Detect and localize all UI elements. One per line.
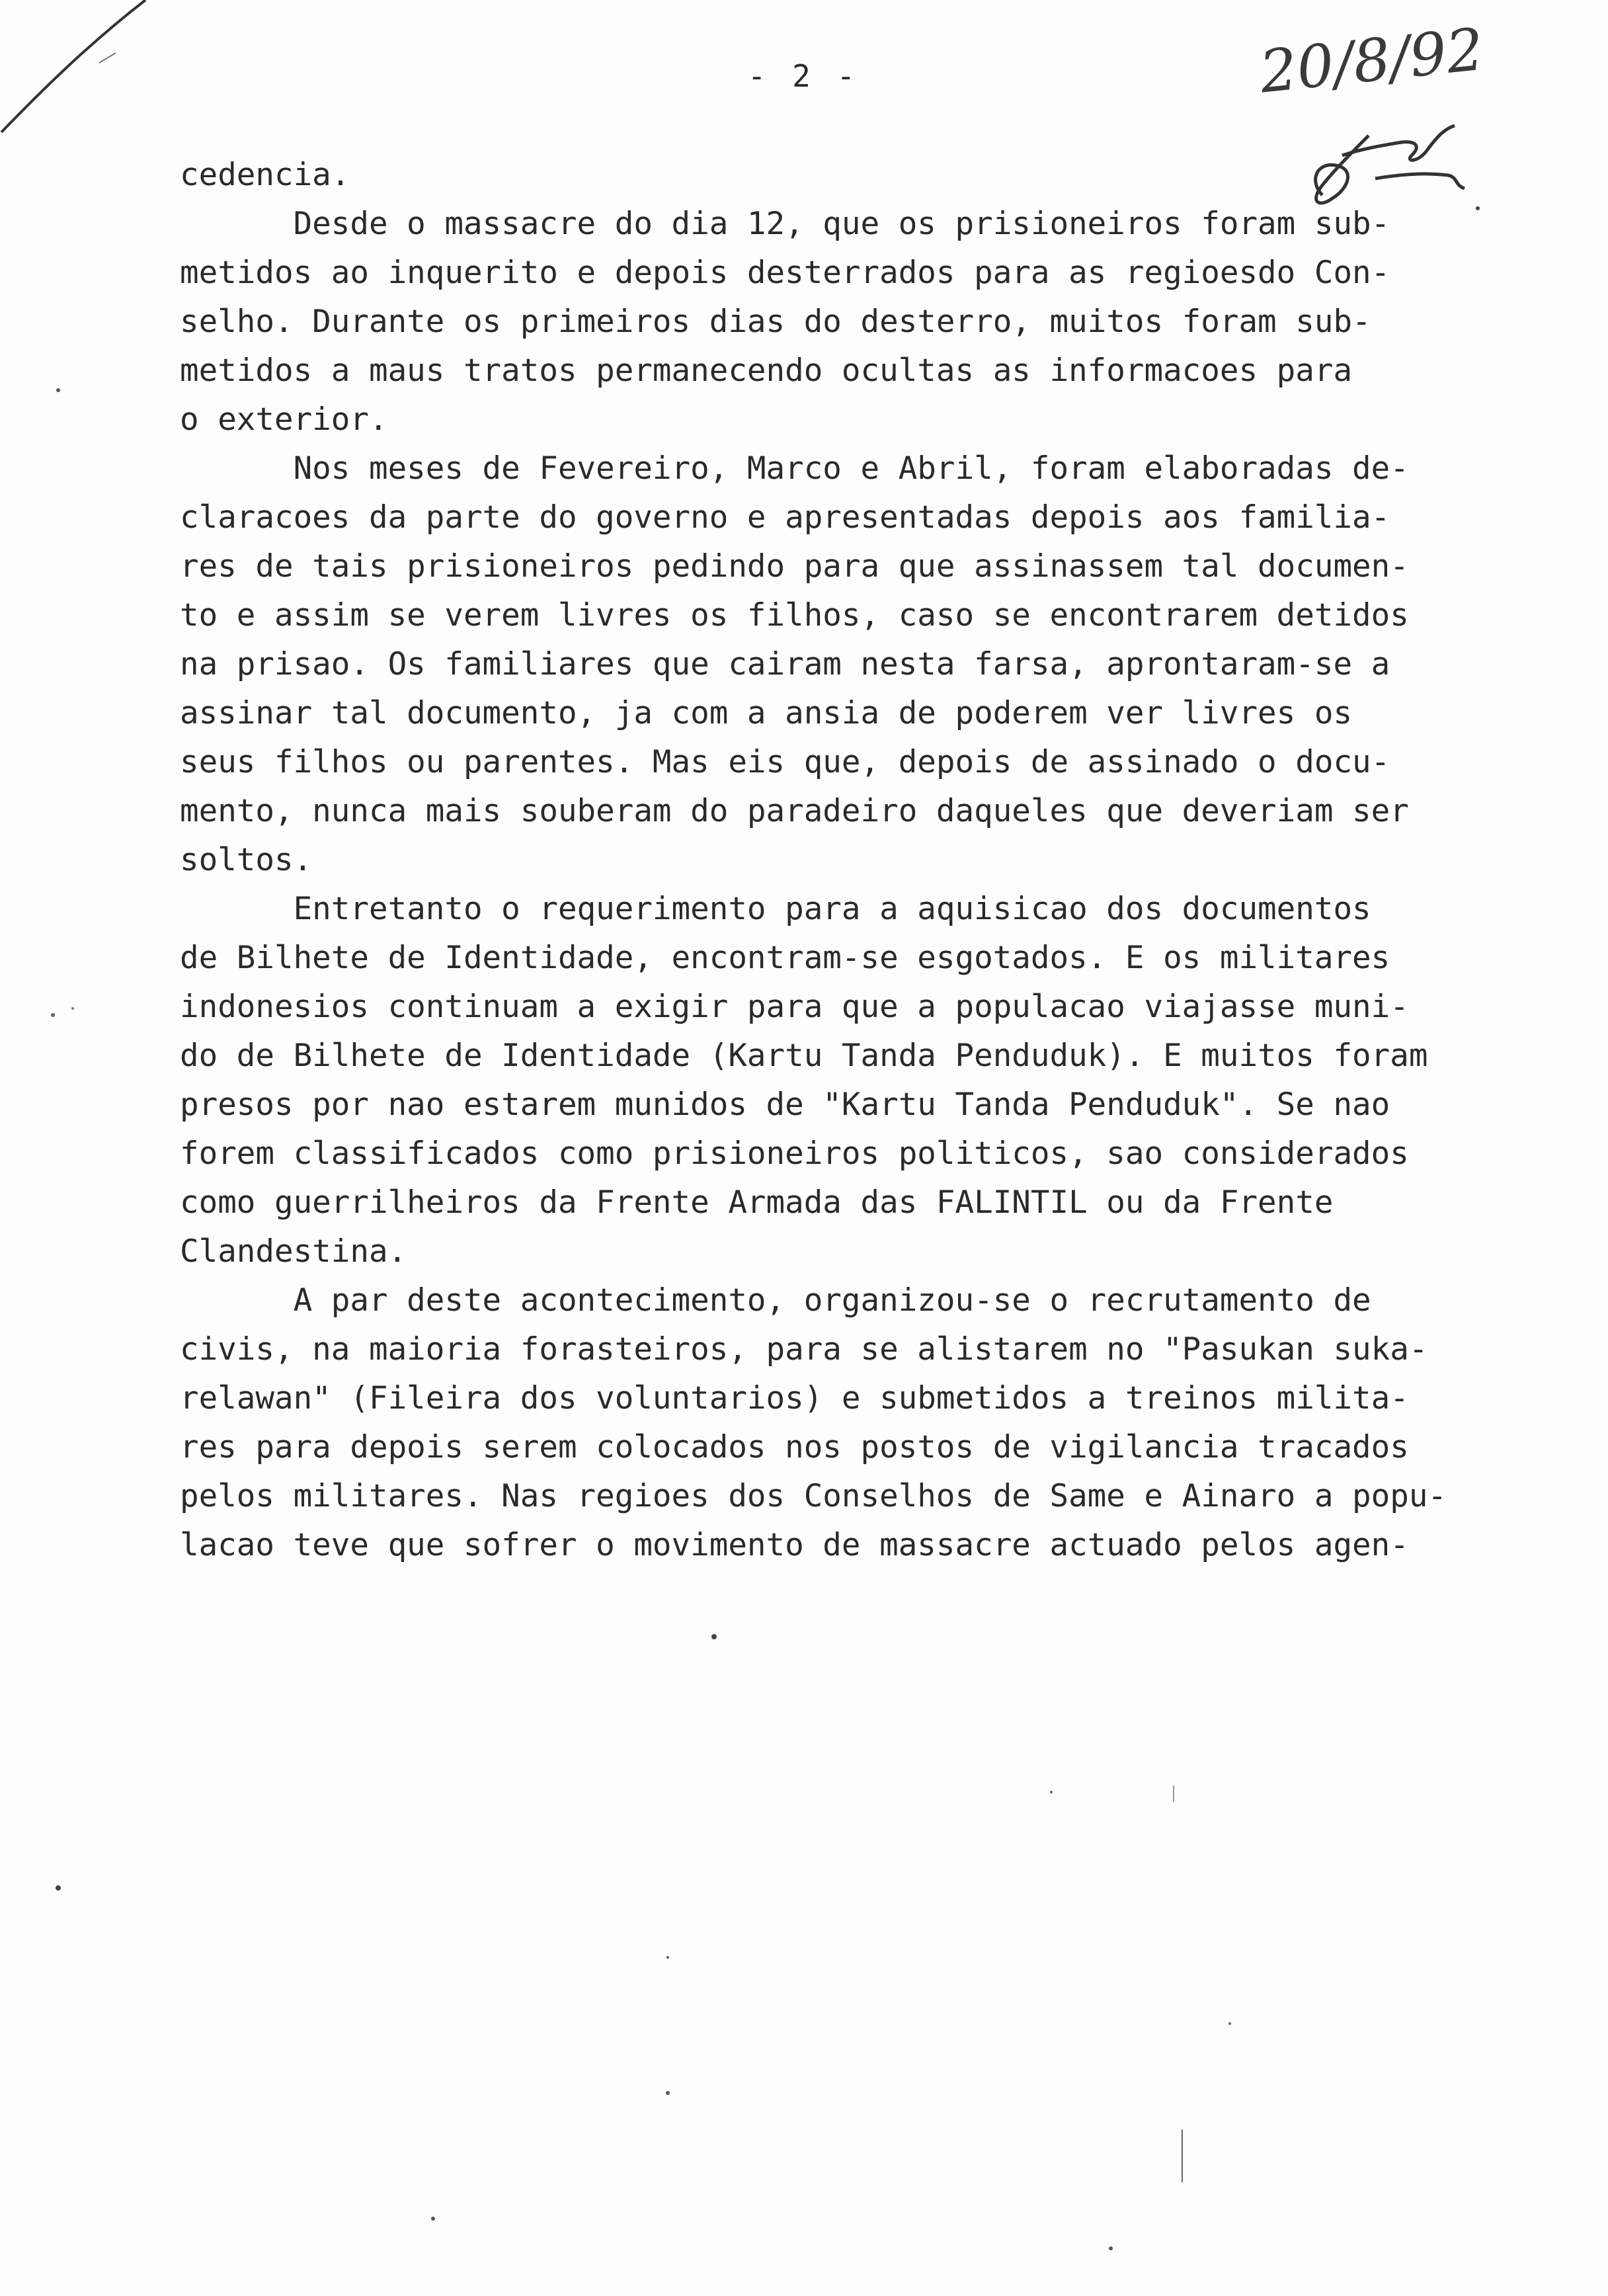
text-line: indonesios continuam a exigir para que a populacao viajasse muni- (180, 989, 1409, 1025)
text-line: lacao teve que sofrer o movimento de massacre actuado pelos agen- (180, 1527, 1409, 1563)
text-line: selho. Durante os primeiros dias do desterro, muitos foram sub- (180, 304, 1371, 340)
text-line: Clandestina. (180, 1233, 407, 1270)
text-line: presos por nao estarem munidos de "Kartu Tanda Penduduk". Se nao (180, 1086, 1390, 1123)
handwritten-date: 20/8/92 (1256, 15, 1487, 106)
text-line: Entretanto o requerimento para a aquisicao dos documentos (180, 891, 1371, 927)
text-line: o exterior. (180, 401, 388, 438)
text-line: na prisao. Os familiares que cairam nesta farsa, aprontaram-se a (180, 646, 1390, 682)
text-line: A par deste acontecimento, organizou-se o recrutamento de (180, 1282, 1371, 1319)
text-line: res para depois serem colocados nos postos de vigilancia tracados (180, 1429, 1409, 1465)
text-line: de Bilhete de Identidade, encontram-se esgotados. E os militares (180, 940, 1390, 976)
text-line: do de Bilhete de Identidade (Kartu Tanda Penduduk). E muitos foram (180, 1038, 1428, 1074)
text-line: soltos. (180, 842, 313, 878)
text-line: to e assim se verem livres os filhos, caso se encontrarem detidos (180, 597, 1409, 634)
page-number: - 2 - (747, 58, 860, 94)
text-line: como guerrilheiros da Frente Armada das FALINTIL ou da Frente (180, 1184, 1334, 1221)
text-line: Nos meses de Fevereiro, Marco e Abril, foram elaboradas de- (180, 450, 1409, 487)
text-line: claracoes da parte do governo e apresentadas depois aos familia- (180, 499, 1390, 536)
text-line: Desde o massacre do dia 12, que os prisioneiros foram sub- (180, 206, 1390, 242)
text-line: metidos a maus tratos permanecendo ocultas as informacoes para (180, 352, 1353, 389)
text-line: res de tais prisioneiros pedindo para que assinassem tal documen- (180, 548, 1409, 585)
corner-pen-stroke (0, 0, 172, 152)
text-line: pelos militares. Nas regioes dos Conselhos de Same e Ainaro a popu- (180, 1478, 1447, 1514)
text-line: cedencia. (180, 157, 350, 193)
text-line: assinar tal documento, ja com a ansia de poderem ver livres os (180, 695, 1353, 731)
text-line: seus filhos ou parentes. Mas eis que, depois de assinado o docu- (180, 744, 1390, 780)
text-line: metidos ao inquerito e depois desterrados para as regioesdo Con- (180, 255, 1390, 291)
document-body (180, 151, 1568, 1570)
text-line: forem classificados como prisioneiros politicos, sao considerados (180, 1135, 1409, 1172)
text-line: mento, nunca mais souberam do paradeiro daqueles que deveriam ser (180, 793, 1409, 829)
text-line: relawan" (Fileira dos voluntarios) e submetidos a treinos milita- (180, 1380, 1409, 1416)
text-line: civis, na maioria forasteiros, para se alistarem no "Pasukan suka- (180, 1331, 1428, 1368)
